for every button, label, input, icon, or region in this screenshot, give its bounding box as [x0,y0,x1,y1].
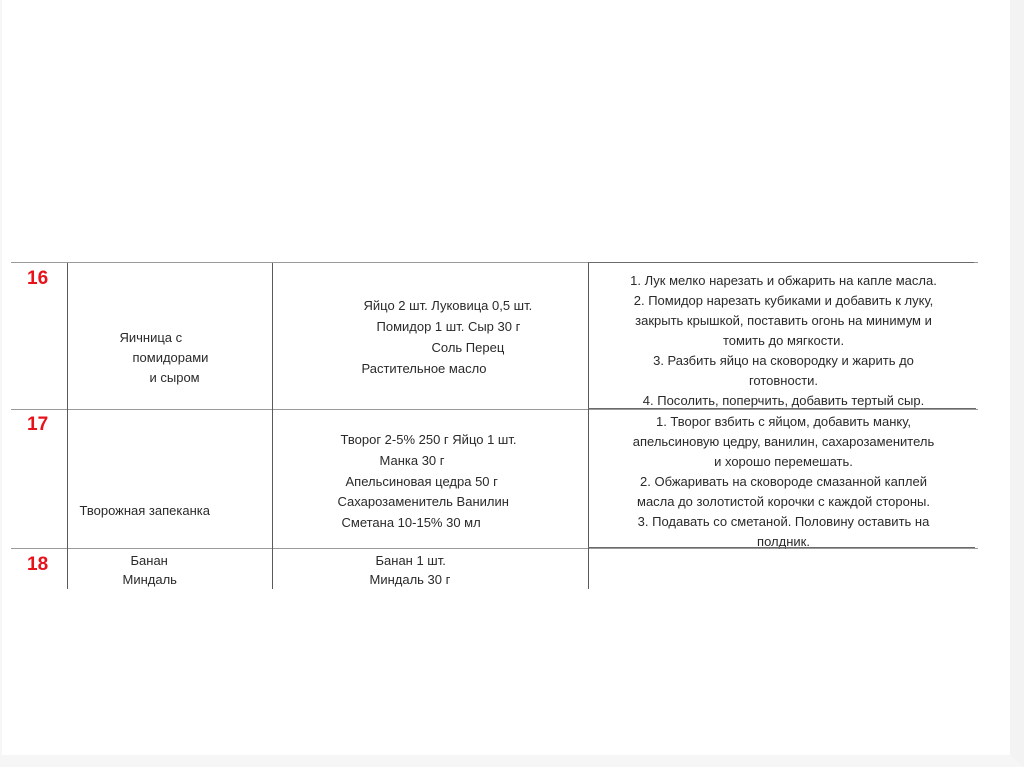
ingredients-cell [272,410,588,549]
ingredient-line: Сахарозаменитель Ванилин [337,494,509,509]
step-line: и хорошо перемешать. [714,454,853,469]
ingredient-line: Соль Перец [431,340,505,355]
table-border-line [588,408,976,409]
ingredient-line: Яйцо 2 шт. Луковица 0,5 шт. [363,298,533,313]
dish-cell [67,410,272,549]
ingredient-line: Апельсиновая цедра 50 г [345,474,498,489]
dish-name-line: и сыром [149,370,200,385]
dish-cell [67,263,272,410]
row-number: 16 [27,268,49,289]
steps-cell [588,263,978,410]
row-number: 18 [27,554,49,575]
table-row [11,263,978,410]
dish-name-line: помидорами [132,350,209,365]
row-number: 17 [27,414,49,435]
dish-name-line: Банан [130,553,168,568]
dish-name-line: Миндаль [122,572,177,587]
ingredients-cell [272,263,588,410]
ingredient-line: Миндаль 30 г [369,572,451,587]
steps-cell [588,549,978,590]
step-line: апельсиновую цедру, ванилин, сахарозаменитель [632,434,935,449]
ingredient-line: Банан 1 шт. [375,553,446,568]
dish-name-line: Яичница с [119,330,183,345]
step-line: готовности. [748,373,819,388]
table-row [11,410,978,549]
steps-list [589,412,979,552]
steps-cell [588,410,978,549]
table-border-line [588,547,975,548]
dish-name-line: Творожная запеканка [79,503,210,518]
row-number-cell [11,549,67,590]
ingredients-cell [272,549,588,590]
recipe-table [11,262,978,589]
step-line: 1. Лук мелко нарезать и обжарить на капле масла. [630,273,937,288]
step-line: полдник. [757,534,810,549]
ingredient-line: Творог 2-5% 250 г Яйцо 1 шт. [340,432,517,447]
step-line: 3. Подавать со сметаной. Половину оставить на [637,514,930,529]
step-line: томить до мягкости. [722,333,845,348]
step-line: 2. Обжаривать на сковороде смазанной каплей [640,474,927,489]
ingredient-line: Помидор 1 шт. Сыр 30 г [376,319,521,334]
step-line: 3. Разбить яйцо на сковородку и жарить до [653,353,914,368]
step-line: 2. Помидор нарезать кубиками и добавить к луку, [633,293,934,308]
row-number-cell [11,410,67,549]
ingredient-line: Сметана 10-15% 30 мл [341,515,481,530]
table-border-line [588,262,974,263]
table-row [11,549,978,590]
step-line: масла до золотистой корочки с каждой стороны. [637,494,930,509]
ingredient-line: Растительное масло [361,361,487,376]
step-line: 1. Творог взбить с яйцом, добавить манку, [655,414,912,429]
steps-list [589,271,979,411]
step-line: закрыть крышкой, поставить огонь на минимум и [635,313,932,328]
dish-cell [67,549,272,590]
row-number-cell [11,263,67,410]
ingredient-line: Манка 30 г [379,453,445,468]
step-line: 4. Посолить, поперчить, добавить тертый сыр. [642,393,925,408]
